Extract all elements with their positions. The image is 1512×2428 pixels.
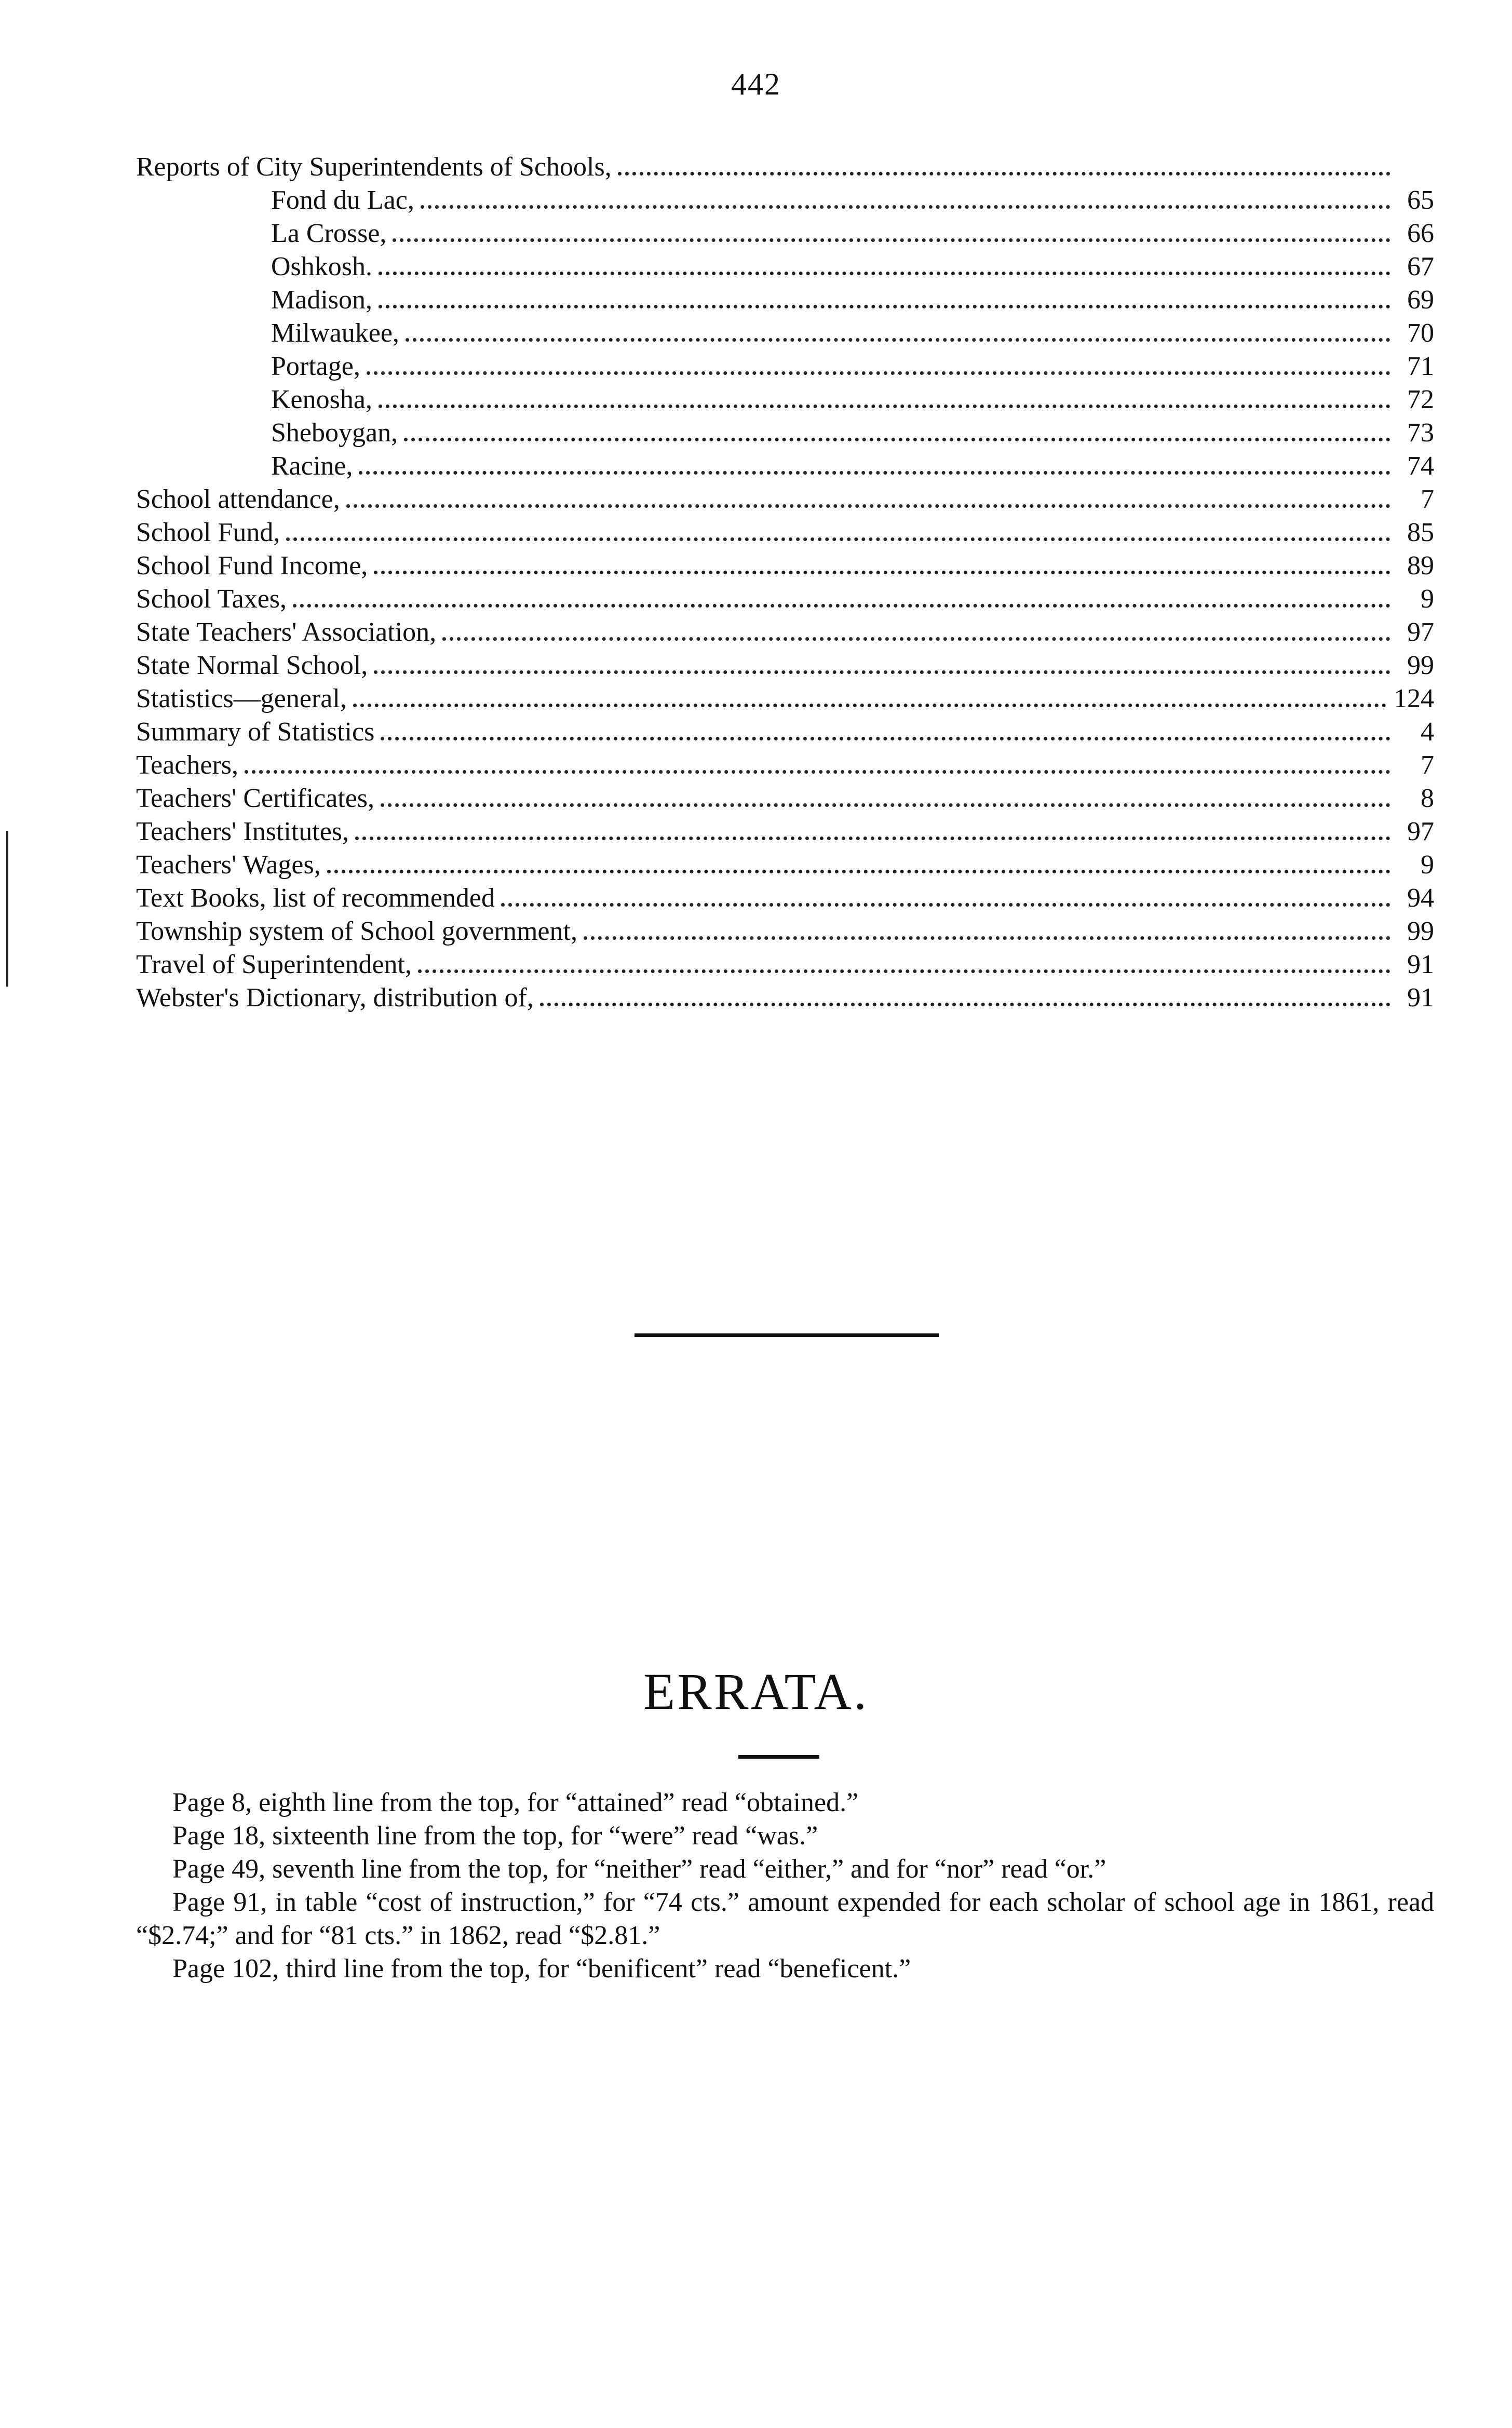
index-entry xyxy=(136,516,1434,549)
index-entry-page: 9 xyxy=(1421,850,1434,880)
index-entry xyxy=(136,549,1434,583)
index-entry-label: Webster's Dictionary, distribution of, xyxy=(136,983,534,1013)
dot-leader xyxy=(442,637,1391,641)
index-entry-label: Reports of City Superintendents of Schools, xyxy=(136,152,612,182)
index-entry xyxy=(136,749,1434,782)
index-entry-label: Sheboygan, xyxy=(271,418,398,448)
index-entry xyxy=(136,882,1434,915)
errata-item: Page 49, seventh line from the top, for “neither” read “either,” and for “nor” read “or.” xyxy=(172,1854,1106,1884)
errata-title: ERRATA. xyxy=(643,1663,869,1720)
dot-leader xyxy=(618,172,1391,176)
index-entry-label: School Taxes, xyxy=(136,584,287,614)
errata-item: Page 18, sixteenth line from the top, for “were” read “was.” xyxy=(172,1821,818,1851)
index-entry-label: State Normal School, xyxy=(136,651,368,680)
index-entry-page: 9 xyxy=(1421,584,1434,614)
index-entry-page: 7 xyxy=(1421,750,1434,780)
index-entry-label: Teachers, xyxy=(136,750,239,780)
index-entry-page: 91 xyxy=(1407,950,1434,979)
index-entry xyxy=(136,616,1434,649)
index-entry-page: 94 xyxy=(1407,883,1434,913)
dot-leader xyxy=(346,504,1391,508)
index-entry-page: 124 xyxy=(1394,684,1434,713)
dot-leader xyxy=(286,537,1391,541)
index-entry-label: Teachers' Certificates, xyxy=(136,784,375,813)
index-entry-page: 67 xyxy=(1407,252,1434,281)
dot-leader xyxy=(374,670,1391,674)
errata-item: Page 8, eighth line from the top, for “attained” read “obtained.” xyxy=(172,1788,859,1817)
dot-leader xyxy=(327,870,1391,873)
dot-leader xyxy=(404,438,1391,441)
index-entry xyxy=(136,416,1434,450)
index-entry xyxy=(136,483,1434,516)
index-entry-page: 69 xyxy=(1407,285,1434,315)
index-entry-page: 71 xyxy=(1407,352,1434,381)
index-entry-page: 89 xyxy=(1407,551,1434,581)
dot-leader xyxy=(379,272,1391,275)
index-entry-page: 72 xyxy=(1407,385,1434,414)
index-entry-page: 7 xyxy=(1421,484,1434,514)
index-entry xyxy=(136,583,1434,616)
index-entry-label: La Crosse, xyxy=(271,219,387,248)
index-entry xyxy=(136,184,1434,217)
index-entry-page: 66 xyxy=(1407,219,1434,248)
dot-leader xyxy=(381,737,1391,740)
index-entry-page: 70 xyxy=(1407,318,1434,348)
index-entry-label: School Fund, xyxy=(136,518,280,547)
dot-leader xyxy=(501,903,1391,907)
dot-leader xyxy=(355,837,1391,840)
index-entry-label: Travel of Superintendent, xyxy=(136,950,412,979)
dot-leader xyxy=(393,238,1391,242)
index-entry-page: 91 xyxy=(1407,983,1434,1013)
index-entry-label: School attendance, xyxy=(136,484,340,514)
index-entry xyxy=(136,716,1434,749)
index-entry xyxy=(136,317,1434,350)
dot-leader xyxy=(359,471,1391,475)
index-entry xyxy=(136,682,1434,716)
dot-leader xyxy=(293,604,1391,608)
errata-list xyxy=(136,1786,1434,1986)
index-entry-page: 99 xyxy=(1407,916,1434,946)
index-entry-label: Text Books, list of recommended xyxy=(136,883,495,913)
dot-leader xyxy=(421,205,1391,209)
index-entry-label: School Fund Income, xyxy=(136,551,368,581)
index-entry xyxy=(136,649,1434,682)
dot-leader xyxy=(584,936,1391,940)
index-entry xyxy=(136,815,1434,848)
index-entry-label: Township system of School government, xyxy=(136,916,577,946)
index-entry xyxy=(136,915,1434,948)
index-entry-label: Summary of Statistics xyxy=(136,717,375,747)
index-entry-label: Racine, xyxy=(271,451,353,481)
dot-leader xyxy=(540,1003,1391,1006)
dot-leader xyxy=(418,969,1391,973)
errata-item: Page 91, in table “cost of instruction,” for “74 cts.” amount expended for each scholar of school age in 1861, read “$2.74;” and for “81 cts.” in 1862, read “$2.81.” xyxy=(136,1887,1434,1950)
section-divider xyxy=(634,1333,939,1337)
index-list xyxy=(136,151,1434,1015)
index-entry-label: Milwaukee, xyxy=(271,318,399,348)
page-number: 442 xyxy=(731,67,781,101)
index-entry-label: Portage, xyxy=(271,352,360,381)
index-entry xyxy=(136,350,1434,383)
dot-leader xyxy=(381,803,1391,807)
index-entry-label: Madison, xyxy=(271,285,372,315)
index-entry xyxy=(136,450,1434,483)
index-entry xyxy=(136,151,1434,184)
index-entry xyxy=(136,782,1434,815)
index-entry-page: 4 xyxy=(1421,717,1434,747)
index-entry xyxy=(136,981,1434,1015)
index-entry xyxy=(136,217,1434,250)
dot-leader xyxy=(374,571,1391,574)
index-entry-label: Oshkosh. xyxy=(271,252,373,281)
index-entry-label: State Teachers' Association, xyxy=(136,617,437,647)
margin-mark xyxy=(6,831,8,987)
dot-leader xyxy=(353,704,1386,707)
errata-rule xyxy=(738,1755,819,1759)
index-entry-label: Teachers' Institutes, xyxy=(136,817,349,846)
index-entry-label: Kenosha, xyxy=(271,385,372,414)
index-entry xyxy=(136,383,1434,416)
index-entry-page: 73 xyxy=(1407,418,1434,448)
index-entry xyxy=(136,848,1434,882)
index-entry-label: Statistics—general, xyxy=(136,684,347,713)
index-entry xyxy=(136,284,1434,317)
index-entry-page: 99 xyxy=(1407,651,1434,680)
dot-leader xyxy=(367,371,1391,375)
index-entry-page: 97 xyxy=(1407,617,1434,647)
dot-leader xyxy=(379,404,1391,408)
dot-leader xyxy=(379,305,1391,308)
dot-leader xyxy=(406,338,1391,342)
index-entry-page: 65 xyxy=(1407,185,1434,215)
errata-item: Page 102, third line from the top, for “benificent” read “beneficent.” xyxy=(172,1954,911,1984)
index-entry-page: 85 xyxy=(1407,518,1434,547)
index-entry xyxy=(136,948,1434,981)
index-entry xyxy=(136,250,1434,284)
index-entry-label: Fond du Lac, xyxy=(271,185,414,215)
dot-leader xyxy=(245,770,1391,774)
index-entry-page: 8 xyxy=(1421,784,1434,813)
index-entry-page: 74 xyxy=(1407,451,1434,481)
index-entry-page: 97 xyxy=(1407,817,1434,846)
index-entry-label: Teachers' Wages, xyxy=(136,850,321,880)
